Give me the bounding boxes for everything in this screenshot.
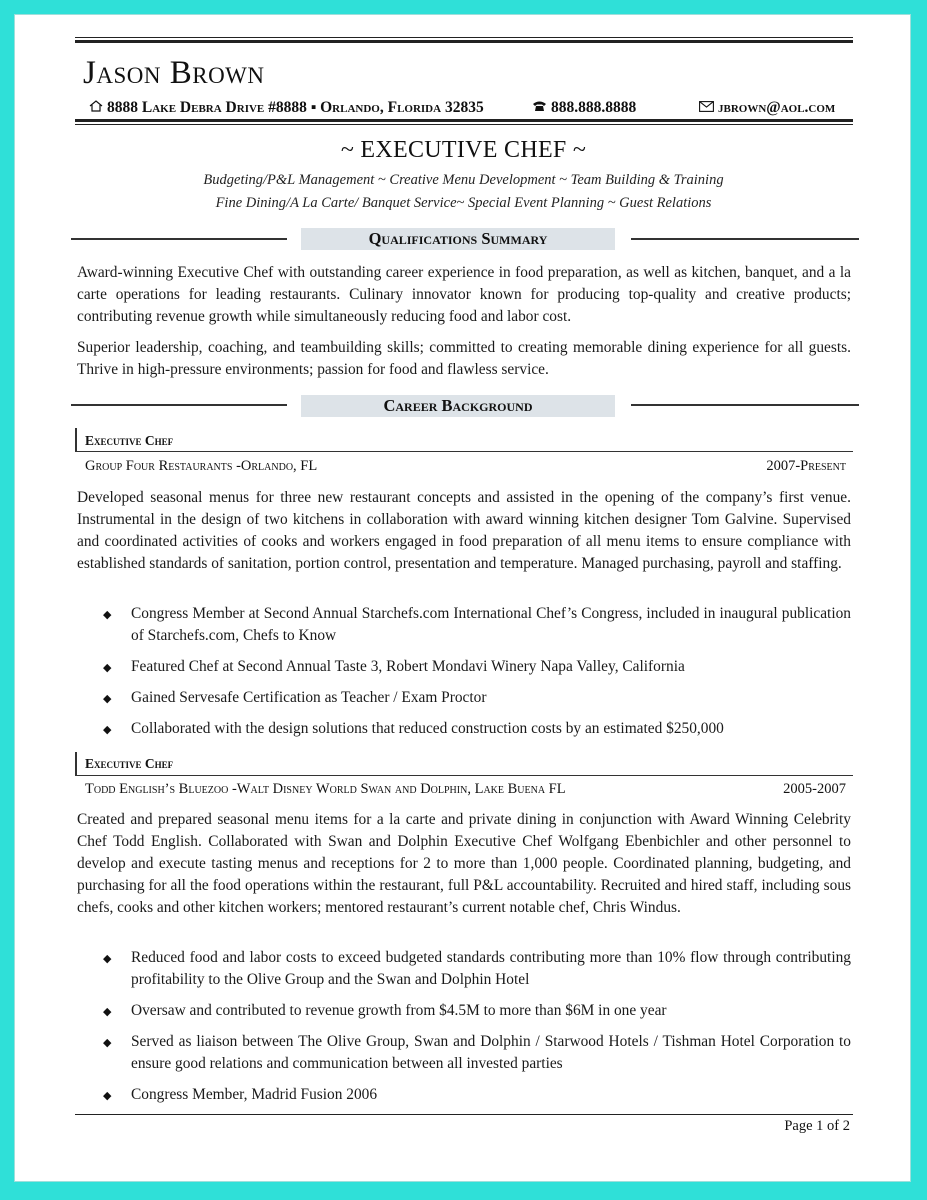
page-number: Page 1 of 2 bbox=[784, 1118, 850, 1134]
job-1-description: Developed seasonal menus for three new restaurant concepts and assisted in the opening of the company’s first venue. Instrumental in the design of two kitchens in collaboration with award winning kitchen designer Tom Galvine. Supervised and coordinated activities of cooks and workers engaged in food preparation of all menu items to ensure compliance with established standards of sanitation, portion control, presentation and temperature. Managed purchasing, payroll and staffing. bbox=[77, 489, 851, 572]
contact-rule-thick bbox=[75, 119, 853, 122]
diamond-bullet-icon: ◆ bbox=[103, 693, 112, 705]
job-1-bullet: Gained Servesafe Certification as Teacher / Exam Proctor bbox=[131, 689, 487, 706]
job-2-bullet: Oversaw and contributed to revenue growth from $4.5M to more than $6M in one year bbox=[131, 1002, 667, 1019]
section-line-left bbox=[71, 238, 287, 240]
job-1-organization: Group Four Restaurants -Orlando, FL bbox=[85, 458, 318, 474]
diamond-bullet-icon: ◆ bbox=[103, 609, 112, 621]
qualifications-heading: Qualifications Summary bbox=[301, 228, 615, 250]
contact-rule-thin bbox=[75, 124, 853, 125]
phone-icon bbox=[532, 100, 547, 117]
job-2-dates: 2005-2007 bbox=[783, 781, 846, 797]
job-2-description: Created and prepared seasonal menu items for a la carte and private dining in conjunction with Award Winning Celebrity Chef Todd English. Collaborated with Swan and Dolphin Executive Chef Wolfgang Ebenbichler and other personnel to develop and execute tasting menus and receptions for 2 to more than 1,000 people. Coordinated planning, budgeting, and purchasing for all the food operations within the restaurant, full P&L accountability. Recruited and hired staff, including sous chefs, cooks and other kitchen workers; mentored restaurant’s current notable chef, Chris Windus. bbox=[77, 811, 851, 916]
envelope-icon bbox=[699, 101, 714, 117]
tagline-1: Budgeting/P&L Management ~ Creative Menu Development ~ Team Building & Training bbox=[203, 172, 724, 188]
job-2-title: Executive Chef bbox=[85, 756, 174, 771]
email-line bbox=[699, 99, 835, 117]
section-line-right bbox=[631, 238, 859, 240]
address-line bbox=[89, 99, 484, 117]
diamond-bullet-icon: ◆ bbox=[103, 1006, 112, 1018]
top-rule-thin bbox=[75, 37, 853, 38]
job-headline: ~ EXECUTIVE CHEF ~ bbox=[340, 137, 587, 163]
tagline-2: Fine Dining/A La Carte/ Banquet Service~ Special Event Planning ~ Guest Relations bbox=[215, 195, 712, 211]
diamond-bullet-icon: ◆ bbox=[103, 953, 112, 965]
candidate-name: Jason Brown bbox=[83, 55, 265, 91]
qualifications-paragraph-1: Award-winning Executive Chef with outstanding career experience in food preparation, as well as kitchen, banquet, and a la carte operations for leading restaurants. Culinary innovator known for producing top-quality and creative products; contributing revenue growth while simultaneously reducing food and labor cost. bbox=[77, 264, 851, 325]
phone-line bbox=[532, 99, 636, 117]
job-1-dates: 2007-Present bbox=[766, 458, 846, 474]
address-text: 8888 Lake Debra Drive #8888 ▪ Orlando, Florida 32835 bbox=[107, 99, 484, 116]
job-bracket bbox=[75, 428, 77, 451]
section-line-left bbox=[71, 404, 287, 406]
job-2-bullet: Congress Member, Madrid Fusion 2006 bbox=[131, 1086, 378, 1103]
footer-rule bbox=[75, 1114, 853, 1115]
job-1-bullet: Featured Chef at Second Annual Taste 3, Robert Mondavi Winery Napa Valley, California bbox=[131, 658, 685, 675]
house-icon bbox=[89, 100, 103, 117]
section-line-right bbox=[631, 404, 859, 406]
job-underline bbox=[75, 451, 853, 452]
phone-text: 888.888.8888 bbox=[551, 99, 637, 116]
job-bracket bbox=[75, 752, 77, 775]
resume-page bbox=[14, 14, 911, 1182]
job-2-bullet: Served as liaison between The Olive Group, Swan and Dolphin / Starwood Hotels / Tishman Hotel Corporation to ensure good relations and communication between all invested parties bbox=[131, 1033, 851, 1072]
job-1-title: Executive Chef bbox=[85, 433, 174, 448]
job-underline bbox=[75, 775, 853, 776]
career-heading: Career Background bbox=[301, 395, 615, 417]
job-1-bullet: Congress Member at Second Annual Starchefs.com International Chef’s Congress, included in inaugural publication of Starchefs.com, Chefs to Know bbox=[131, 605, 851, 644]
diamond-bullet-icon: ◆ bbox=[103, 662, 112, 674]
diamond-bullet-icon: ◆ bbox=[103, 1037, 112, 1049]
job-2-organization: Todd English’s Bluezoo -Walt Disney World Swan and Dolphin, Lake Buena FL bbox=[85, 781, 566, 797]
top-rule-thick bbox=[75, 40, 853, 43]
qualifications-paragraph-2: Superior leadership, coaching, and teambuilding skills; committed to creating memorable dining experience for all guests. Thrive in high-pressure environments; passion for food and flawless service. bbox=[77, 339, 851, 378]
diamond-bullet-icon: ◆ bbox=[103, 1090, 112, 1102]
email-text[interactable]: jbrown@aol.com bbox=[718, 99, 836, 116]
job-2-bullet: Reduced food and labor costs to exceed budgeted standards contributing more than 10% flow through contributing profitability to the Olive Group and the Swan and Dolphin Hotel bbox=[131, 949, 851, 988]
job-1-bullet: Collaborated with the design solutions that reduced construction costs by an estimated $250,000 bbox=[131, 720, 724, 737]
diamond-bullet-icon: ◆ bbox=[103, 724, 112, 736]
